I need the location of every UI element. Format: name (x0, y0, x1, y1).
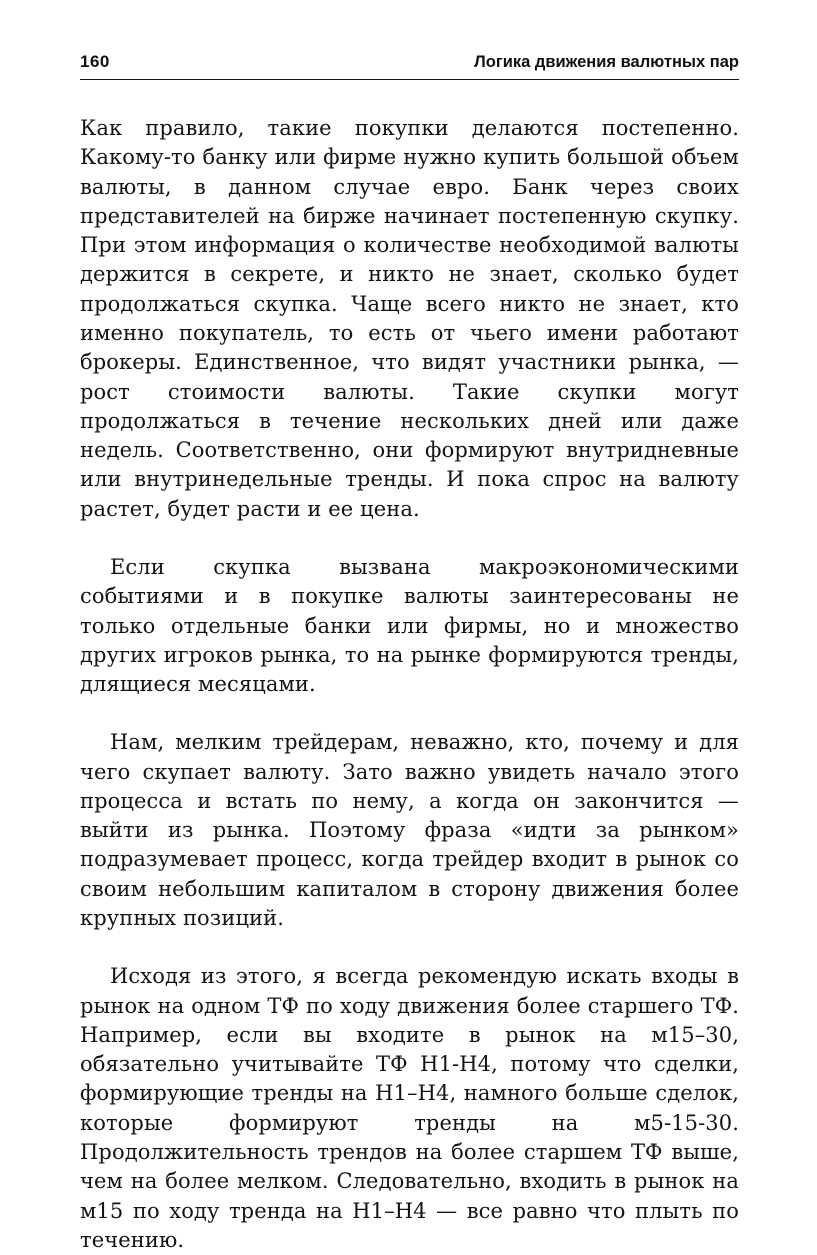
running-head (80, 52, 739, 72)
paragraph: Исходя из этого, я всегда рекомендую искать входы в рынок на одном ТФ по ходу движения более старшего ТФ. Например, если вы входите в рынок на м15–30, обязательно учитывайте ТФ Н1-Н4, потому что сделки, формирующие тренды на Н1–Н4, намного больше сделок, которые формируют тренды на м5-15-30. Продолжительность трендов на более старшем ТФ выше, чем на более мелком. Следовательно, входить в рынок на м15 по ходу тренда на Н1–Н4 — все равно что плыть по течению. (80, 964, 739, 1252)
paragraph: Если скупка вызвана макроэкономическими событиями и в покупке валюты заинтересованы не только отдельные банки или фирмы, но и множество других игроков рынка, то на рынке формируются тренды, длящиеся месяцами. (80, 554, 739, 697)
running-title: Логика движения валютных пар (474, 53, 739, 71)
header-rule (80, 79, 739, 80)
page-number: 160 (80, 52, 110, 71)
paragraph: Нам, мелким трейдерам, неважно, кто, почему и для чего скупает валюту. Зато важно увидеть начало этого процесса и встать по нему, а когда он закончится — выйти из рынка. Поэтому фраза «идти за рынком» подразумевает процесс, когда трейдер входит в рынок со своим небольшим капиталом в сторону движения более крупных позиций. (80, 730, 739, 931)
paragraph: Как правило, такие покупки делаются постепенно. Какому-то банку или фирме нужно купить большой объем валюты, в данном случае евро. Банк через своих представителей на бирже начинает постепенную скупку. При этом информация о количестве необходимой валюты держится в секрете, и никто не знает, сколько будет продолжаться скупка. Чаще всего никто не знает, кто именно покупатель, то есть от чьего имени работают брокеры. Единственное, что видят участники рынка, — рост стоимости валюты. Такие скупки могут продолжаться в течение нескольких дней или даже недель. Соответственно, они формируют внутридневные или внутринедельные тренды. И пока спрос на валюту растет, будет расти и ее цена. (80, 116, 739, 521)
body-text (80, 114, 739, 1255)
